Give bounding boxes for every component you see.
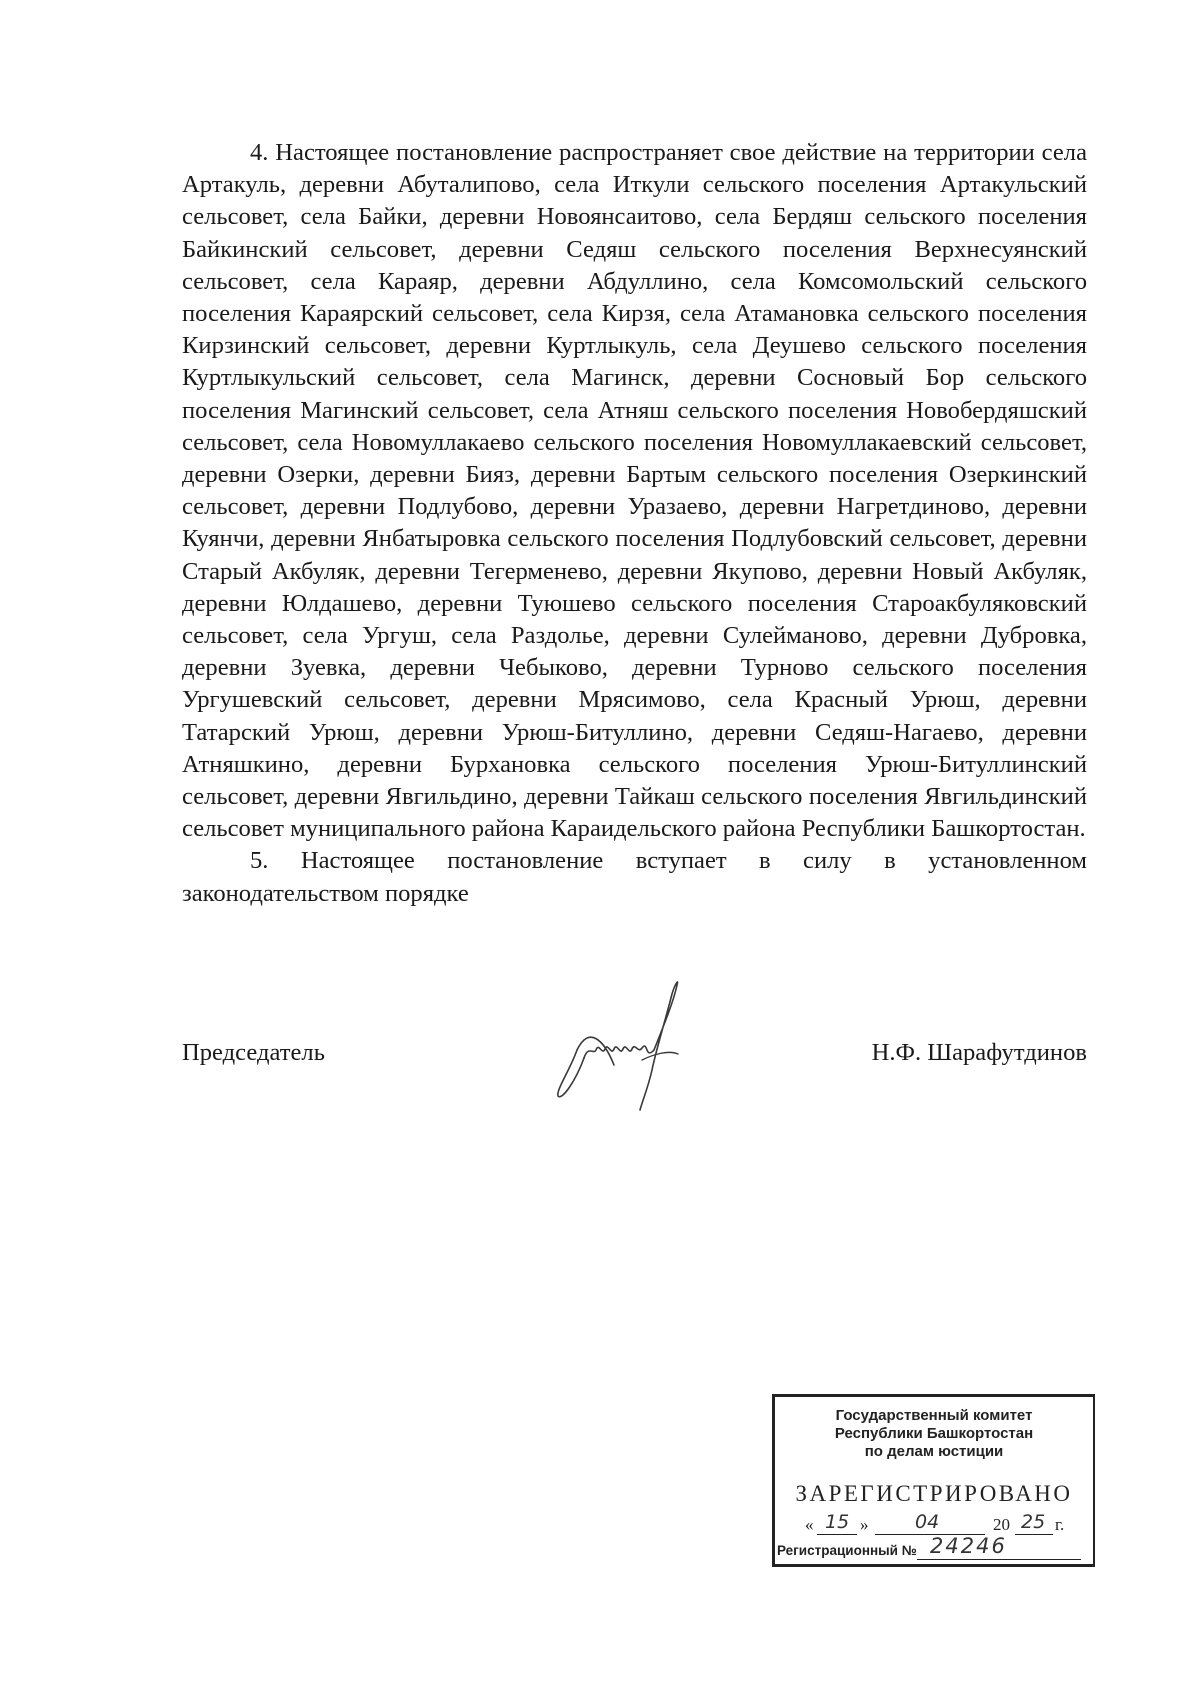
- signature-block: [182, 1027, 1087, 1087]
- number-label: Регистрационный №: [777, 1543, 917, 1558]
- stamp-line-1: Государственный комитет: [835, 1407, 1033, 1424]
- paragraph-5: 5. Настоящее постановление вступает в силу в установленном законодательством порядке: [182, 847, 1087, 907]
- date-year: 25: [1021, 1511, 1046, 1533]
- stamp-header: [775, 1407, 1093, 1461]
- date-day: 15: [825, 1511, 850, 1533]
- date-century: 20: [993, 1515, 1010, 1534]
- signer-title: Председатель: [182, 1039, 325, 1066]
- handwritten-signature: [544, 970, 694, 1120]
- stamp-line-3: по делам юстиции: [864, 1443, 1004, 1460]
- date-month: 04: [915, 1511, 940, 1533]
- day-underline: [817, 1534, 857, 1535]
- date-open-quote: «: [805, 1515, 814, 1534]
- year-underline: [1015, 1534, 1053, 1535]
- stamp-registration-number: [777, 1534, 1089, 1564]
- date-close-quote: »: [860, 1515, 869, 1534]
- stamp-line-2: Республики Башкортостан: [834, 1425, 1034, 1442]
- signer-name: Н.Ф. Шарафутдинов: [871, 1039, 1087, 1066]
- document-body: [182, 137, 1087, 910]
- stamp-registered: ЗАРЕГИСТРИРОВАНО: [795, 1481, 1073, 1506]
- number-underline: [917, 1559, 1081, 1560]
- registration-stamp: [772, 1394, 1095, 1567]
- number-value: 24246: [930, 1534, 1007, 1558]
- date-year-suffix: г.: [1055, 1515, 1065, 1534]
- paragraph-4: 4. Настоящее постановление распространяет свое действие на территории села Артакуль, деревни Абуталипово, села Иткули сельского поселения Артакульский сельсовет, села Байки, деревни Новоянсаитово, села Бердяш сельского поселения Байкинский сельсовет, деревни Седяш сельского поселения Верхнесуянский сельсовет, села Караяр, деревни Абдуллино, села Комсомольский сельского поселения Караярский сельсовет, села Кирзя, села Атамановка сельского поселения Кирзинский сельсовет, деревни Куртлыкуль, села Деушево сельского поселения Куртлыкульский сельсовет, села Магинск, деревни Сосновый Бор сельского поселения Магинский сельсовет, села Атняш сельского поселения Новобердяшский сельсовет, села Новомуллакаево сельского поселения Новомуллакаевский сельсовет, деревни Озерки, деревни Бияз, деревни Бартым сельского поселения Озеркинский сельсовет, деревни Подлубово, деревни Уразаево, деревни Нагретдиново, деревни Куянчи, деревни Янбатыровка сельского поселения Подлубовский сельсовет, деревни Старый Акбуляк, деревни Тегерменево, деревни Якупово, деревни Новый Акбуляк, деревни Юлдашево, деревни Туюшево сельского поселения Староакбуляковский сельсовет, села Ургуш, села Раздолье, деревни Сулейманово, деревни Дубровка, деревни Зуевка, деревни Чебыково, деревни Турново сельского поселения Ургушевский сельсовет, деревни Мрясимово, села Красный Урюш, деревни Татарский Урюш, деревни Урюш-Битуллино, деревни Седяш-Нагаево, деревни Атняшкино, деревни Бурхановка сельского поселения Урюш-Битуллинский сельсовет, деревни Явгильдино, деревни Тайкаш сельского поселения Явгильдинский сельсовет муниципального района Караидельского района Республики Башкортостан.: [182, 139, 1087, 843]
